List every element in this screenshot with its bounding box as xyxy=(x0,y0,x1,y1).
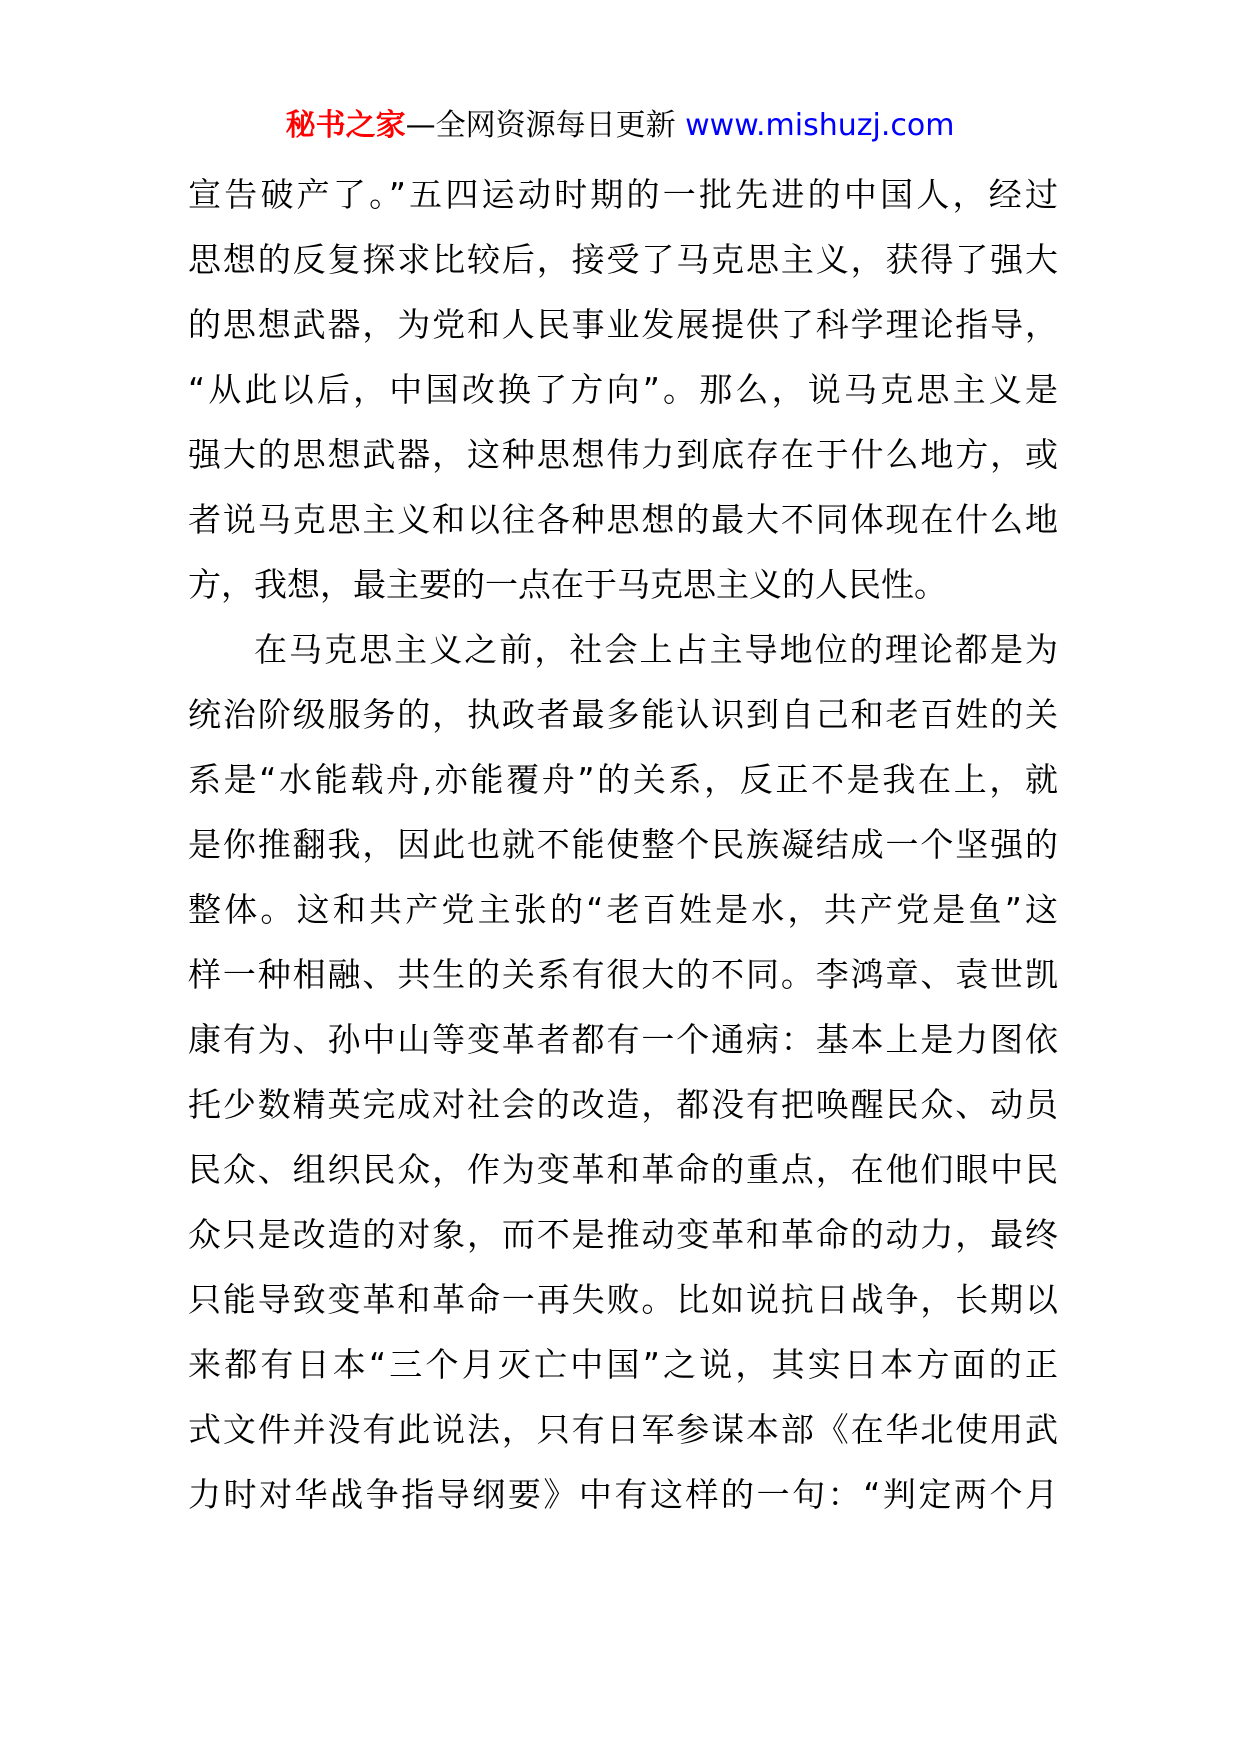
text-line: 力时对华战争指导纲要》中有这样的一句：“判定两个月 xyxy=(188,1475,1058,1514)
text-line: 是你推翻我，因此也就不能使整个民族凝结成一个坚强的 xyxy=(188,825,1058,864)
text-line: 样一种相融、共生的关系有很大的不同。李鸿章、袁世凯 xyxy=(188,955,1058,994)
text-line: 康有为、孙中山等变革者都有一个通病：基本上是力图依 xyxy=(188,1020,1058,1059)
text-line: 式文件并没有此说法，只有日军参谋本部《在华北使用武 xyxy=(188,1410,1058,1449)
text-line: 来都有日本“三个月灭亡中国”之说，其实日本方面的正 xyxy=(188,1345,1058,1384)
header-tagline: —全网资源每日更新 xyxy=(405,108,686,143)
text-line: 统治阶级服务的，执政者最多能认识到自己和老百姓的关 xyxy=(188,695,1058,734)
text-line: 者说马克思主义和以往各种思想的最大不同体现在什么地 xyxy=(188,500,1058,539)
text-line: 强大的思想武器，这种思想伟力到底存在于什么地方，或 xyxy=(188,435,1058,474)
text-line: 系是“水能载舟,亦能覆舟”的关系，反正不是我在上，就 xyxy=(188,760,1058,799)
text-line-paragraph-end: 方，我想，最主要的一点在于马克思主义的人民性。 xyxy=(188,565,947,604)
document-body xyxy=(188,162,1058,1527)
header-url-link[interactable]: www.mishuzj.com xyxy=(685,108,955,143)
text-line: 宣告破产了。”五四运动时期的一批先进的中国人，经过 xyxy=(188,175,1058,214)
text-line: 众只是改造的对象，而不是推动变革和革命的动力，最终 xyxy=(188,1215,1058,1254)
text-line: 托少数精英完成对社会的改造，都没有把唤醒民众、动员 xyxy=(188,1085,1058,1124)
text-line: 只能导致变革和革命一再失败。比如说抗日战争，长期以 xyxy=(188,1280,1058,1319)
page-header xyxy=(0,104,1240,148)
text-line: “从此以后，中国改换了方向”。那么，说马克思主义是 xyxy=(188,370,1058,409)
header-brand: 秘书之家 xyxy=(285,108,406,143)
text-line: 的思想武器，为党和人民事业发展提供了科学理论指导， xyxy=(188,305,1058,344)
text-line: 思想的反复探求比较后，接受了马克思主义，获得了强大 xyxy=(188,240,1058,279)
text-line: 民众、组织民众，作为变革和革命的重点，在他们眼中民 xyxy=(188,1150,1058,1189)
text-line-paragraph-start: 在马克思主义之前，社会上占主导地位的理论都是为 xyxy=(254,630,1058,669)
text-line: 整体。这和共产党主张的“老百姓是水，共产党是鱼”这 xyxy=(188,890,1058,929)
